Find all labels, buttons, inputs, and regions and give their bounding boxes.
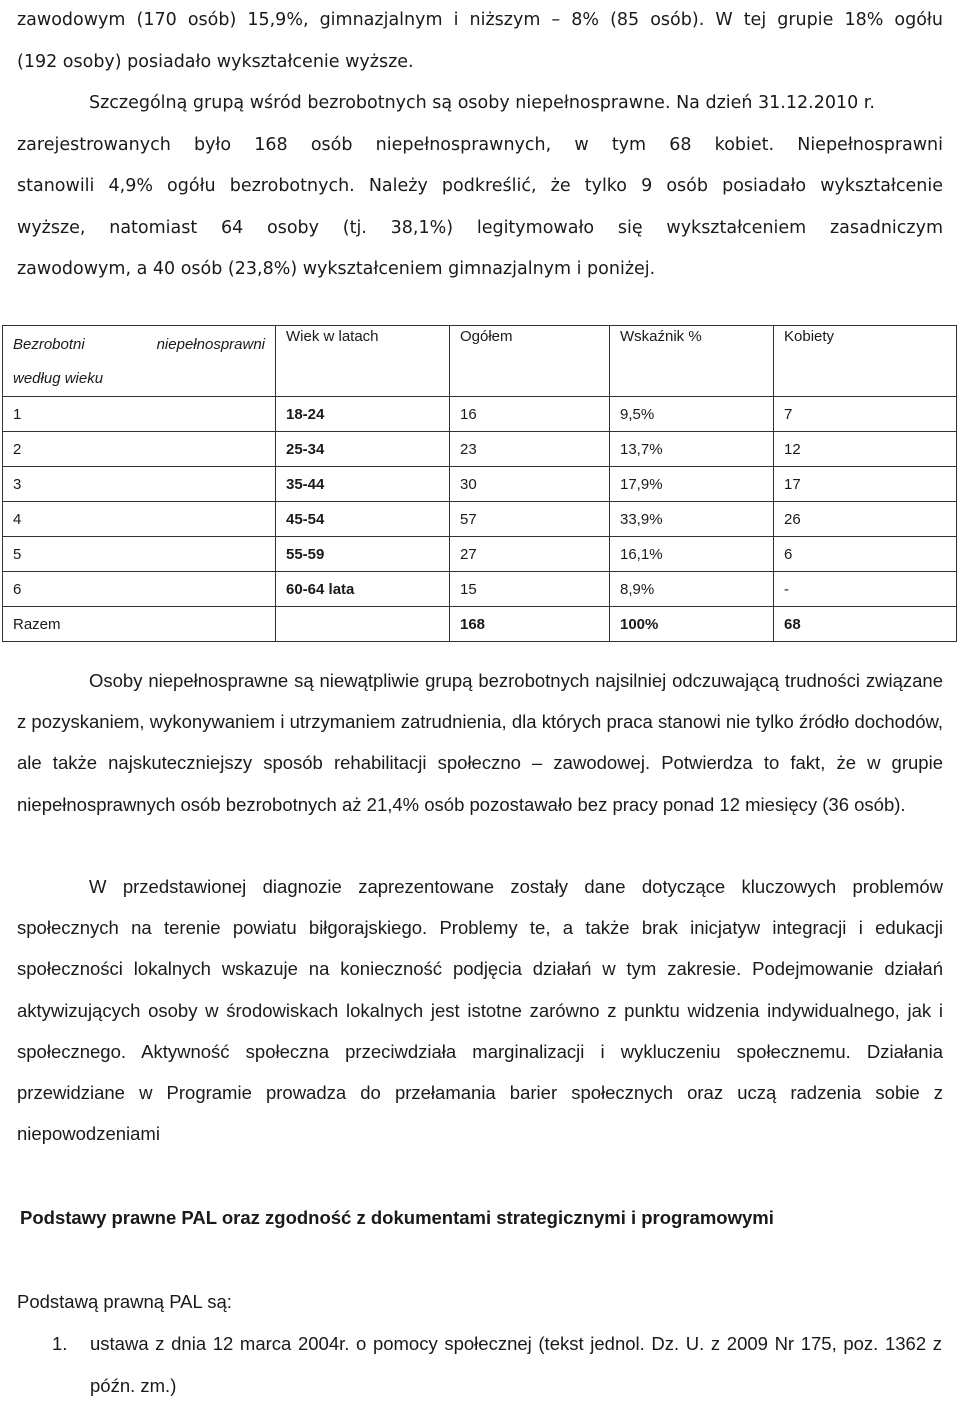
table-row: [3, 432, 957, 467]
table-cell: 15: [450, 572, 610, 607]
text-line: wyższe, natomiast 64 osoby (tj. 38,1%) legitymowało się wykształceniem zasadniczym: [17, 217, 943, 238]
header-text: niepełnosprawni: [156, 336, 265, 353]
table-cell: 4: [3, 502, 276, 537]
table-row: [3, 537, 957, 572]
table-cell: 2: [3, 432, 276, 467]
table-total-row: [3, 607, 957, 642]
text-line: Szczególną grupą wśród bezrobotnych są osoby niepełnosprawne. Na dzień 31.12.2010 r.: [89, 93, 875, 113]
table-row: [3, 502, 957, 537]
header-cell-women: Kobiety: [774, 326, 957, 397]
table-header-row: [3, 326, 957, 397]
table-cell: 26: [774, 502, 957, 537]
table-cell: 17: [774, 467, 957, 502]
table-cell: 12: [774, 432, 957, 467]
table-cell: 16: [450, 397, 610, 432]
table-cell: 16,1%: [610, 537, 774, 572]
table-cell: [276, 607, 450, 642]
header-cell-rate: Wskaźnik %: [610, 326, 774, 397]
intro-paragraph: [17, 0, 943, 291]
table-cell: 68: [774, 607, 957, 642]
table-cell: 8,9%: [610, 572, 774, 607]
table-cell: 5: [3, 537, 276, 572]
list-item: [52, 1323, 942, 1407]
table-cell: 30: [450, 467, 610, 502]
table-cell: 45-54: [276, 502, 450, 537]
table-cell: 9,5%: [610, 397, 774, 432]
table-cell: Razem: [3, 607, 276, 642]
table-body: [3, 397, 957, 642]
text-line: zawodowym (170 osób) 15,9%, gimnazjalnym i niższym – 8% (85 osób). W tej grupie 18% ogółu: [17, 10, 943, 30]
table-cell: 6: [774, 537, 957, 572]
table-cell: 17,9%: [610, 467, 774, 502]
table-cell: 55-59: [276, 537, 450, 572]
paragraph-disability: Osoby niepełnosprawne są niewątpliwie grupą bezrobotnych najsilniej odczuwającą trudności związane z pozyskaniem, wykonywaniem i utrzymaniem zatrudnienia, dla których praca stanowi nie tylko źródło dochodów, ale także najskuteczniejszy sposób rehabilitacji społeczno – zawodowej. Potwierdza to fakt, że w grupie niepełnosprawnych osób bezrobotnych aż 21,4% osób pozostawało bez pracy ponad 12 miesięcy (36 osób).: [17, 670, 943, 815]
table-cell: 1: [3, 397, 276, 432]
table-cell: 23: [450, 432, 610, 467]
section-heading: Podstawy prawne PAL oraz zgodność z dokumentami strategicznymi i programowymi: [20, 1207, 774, 1228]
table-row: [3, 467, 957, 502]
table-cell: 13,7%: [610, 432, 774, 467]
table-cell: 60-64 lata: [276, 572, 450, 607]
legal-basis-list: [52, 1323, 942, 1407]
table-cell: 57: [450, 502, 610, 537]
header-text: według wieku: [13, 370, 104, 387]
table-cell: 35-44: [276, 467, 450, 502]
header-cell-group: [3, 326, 276, 397]
table-cell: 25-34: [276, 432, 450, 467]
table-cell: 33,9%: [610, 502, 774, 537]
text-line: (192 osoby) posiadało wykształcenie wyższe.: [17, 51, 414, 72]
table-cell: -: [774, 572, 957, 607]
paragraph-diagnosis: W przedstawionej diagnozie zaprezentowane zostały dane dotyczące kluczowych problemów społecznych na terenie powiatu biłgorajskiego. Problemy te, a także brak inicjatyw integracji i edukacji społeczności lokalnych wskazuje na konieczność podjęcia działań w tym zakresie. Podejmowanie działań aktywizujących osoby w środowiskach lokalnych jest istotne zarówno z punktu widzenia indywidualnego, jak i społecznego. Aktywność społeczna przeciwdziała marginalizacji i wykluczeniu społecznemu. Działania przewidziane w Programie prowadza do przełamania barier społecznych oraz uczą radzenia sobie z niepowodzeniami: [17, 876, 943, 1145]
text-line: stanowili 4,9% ogółu bezrobotnych. Należy podkreślić, że tylko 9 osób posiadało wykształcenie: [17, 176, 943, 196]
table-row: [3, 397, 957, 432]
header-cell-total: Ogółem: [450, 326, 610, 397]
table-cell: 3: [3, 467, 276, 502]
text-line: zarejestrowanych było 168 osób niepełnosprawnych, w tym 68 kobiet. Niepełnosprawni: [17, 134, 943, 155]
table-cell: 7: [774, 397, 957, 432]
table-cell: 168: [450, 607, 610, 642]
list-item-text: ustawa z dnia 12 marca 2004r. o pomocy społecznej (tekst jednol. Dz. U. z 2009 Nr 175, poz. 1362 z późn. zm.): [90, 1333, 942, 1396]
legal-basis-intro: Podstawą prawną PAL są:: [17, 1291, 232, 1312]
table-cell: 100%: [610, 607, 774, 642]
table-cell: 18-24: [276, 397, 450, 432]
table-row: [3, 572, 957, 607]
table-cell: 27: [450, 537, 610, 572]
table-cell: 6: [3, 572, 276, 607]
disabled-unemployed-table: [2, 325, 957, 642]
header-text: Bezrobotni: [13, 336, 85, 353]
header-cell-age: Wiek w latach: [276, 326, 450, 397]
list-item-number: 1.: [52, 1333, 68, 1354]
text-line: zawodowym, a 40 osób (23,8%) wykształceniem gimnazjalnym i poniżej.: [17, 259, 656, 279]
